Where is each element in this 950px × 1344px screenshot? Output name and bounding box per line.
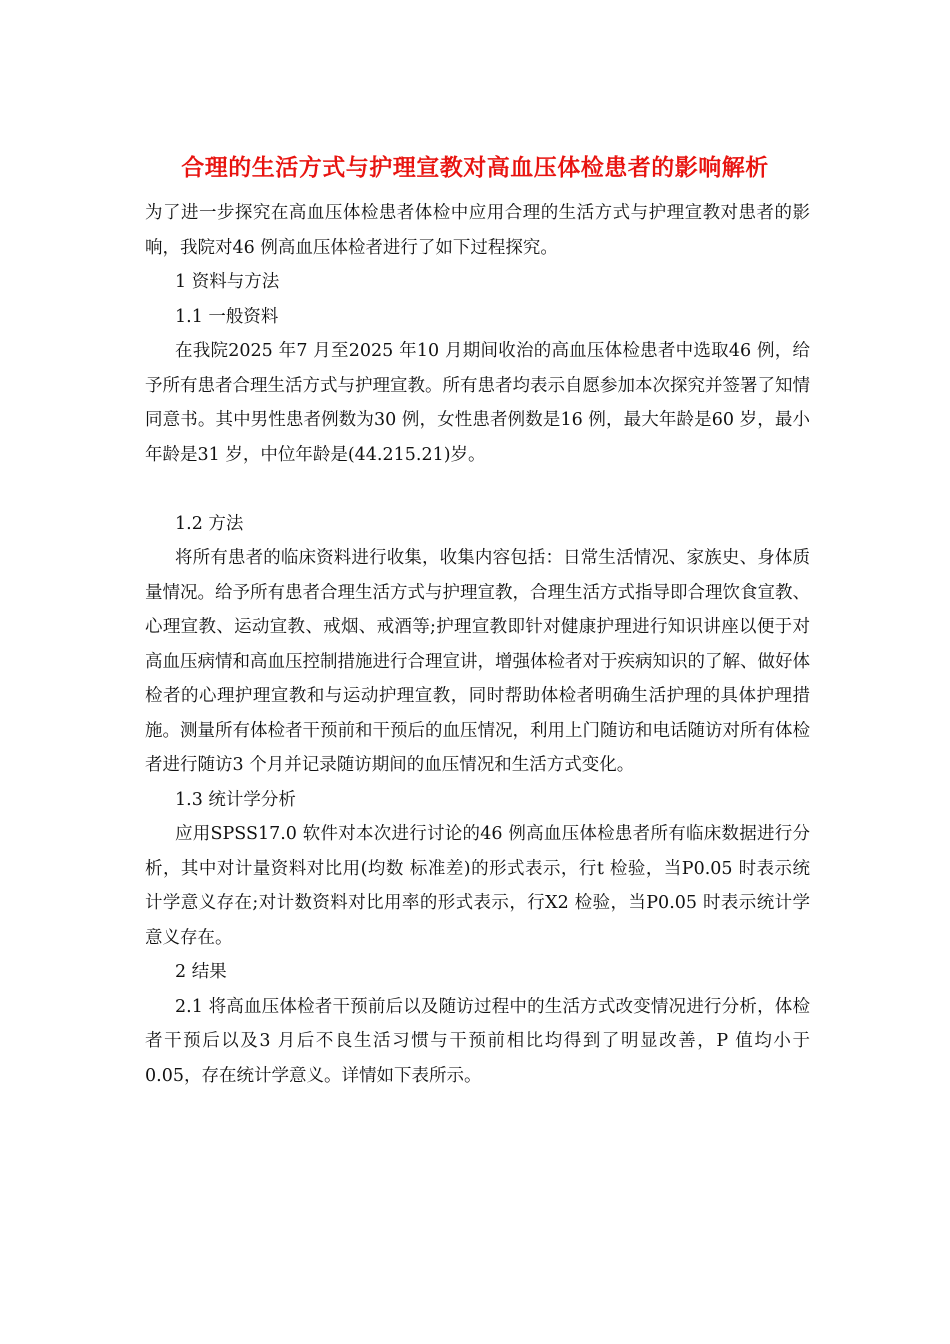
section-1-3-paragraph: 应用SPSS17.0 软件对本次进行讨论的46 例高血压体检患者所有临床数据进行分析，其中对计量资料对比用(均数 标准差)的形式表示，行t 检验，当P0.05 时表示统计学意义存在;对计数资料对比用率的形式表示，行X2 检验，当P0.05 时表示统计学意义存在。 [145, 824, 810, 948]
section-1-3-heading: 1.3 统计学分析 [175, 789, 296, 810]
section-1-2-heading: 1.2 方法 [175, 513, 244, 534]
paragraph-gap [145, 472, 810, 507]
document-title: 合理的生活方式与护理宣教对高血压体检患者的影响解析 [181, 154, 769, 181]
section-1-1-paragraph: 在我院2025 年7 月至2025 年10 月期间收治的高血压体检患者中选取46 例，给予所有患者合理生活方式与护理宣教。所有患者均表示自愿参加本次探究并签署了知情同意书。其中男性患者例数为30 例，女性患者例数是16 例，最大年龄是60 岁，最小年龄是31 岁，中位年龄是(44.215.21)岁。 [145, 341, 810, 465]
section-1-1-heading: 1.1 一般资料 [175, 306, 279, 327]
document-body [145, 196, 810, 1093]
intro-paragraph: 为了进一步探究在高血压体检患者体检中应用合理的生活方式与护理宣教对患者的影响，我院对46 例高血压体检者进行了如下过程探究。 [145, 203, 810, 258]
section-1-2-paragraph: 将所有患者的临床资料进行收集，收集内容包括：日常生活情况、家族史、身体质量情况。给予所有患者合理生活方式与护理宣教，合理生活方式指导即合理饮食宣教、心理宣教、运动宣教、戒烟、戒酒等;护理宣教即针对健康护理进行知识讲座以便于对高血压病情和高血压控制措施进行合理宣讲，增强体检者对于疾病知识的了解、做好体检者的心理护理宣教和与运动护理宣教，同时帮助体检者明确生活护理的具体护理措施。测量所有体检者干预前和干预后的血压情况，利用上门随访和电话随访对所有体检者进行随访3 个月并记录随访期间的血压情况和生活方式变化。 [145, 548, 810, 775]
section-2-1-paragraph: 2.1 将高血压体检者干预前后以及随访过程中的生活方式改变情况进行分析，体检者干预后以及3 月后不良生活习惯与干预前相比均得到了明显改善，P 值均小于0.05，存在统计学意义。详情如下表所示。 [145, 996, 810, 1086]
section-2-heading: 2 结果 [175, 962, 227, 982]
section-1-heading: 1 资料与方法 [175, 272, 280, 292]
